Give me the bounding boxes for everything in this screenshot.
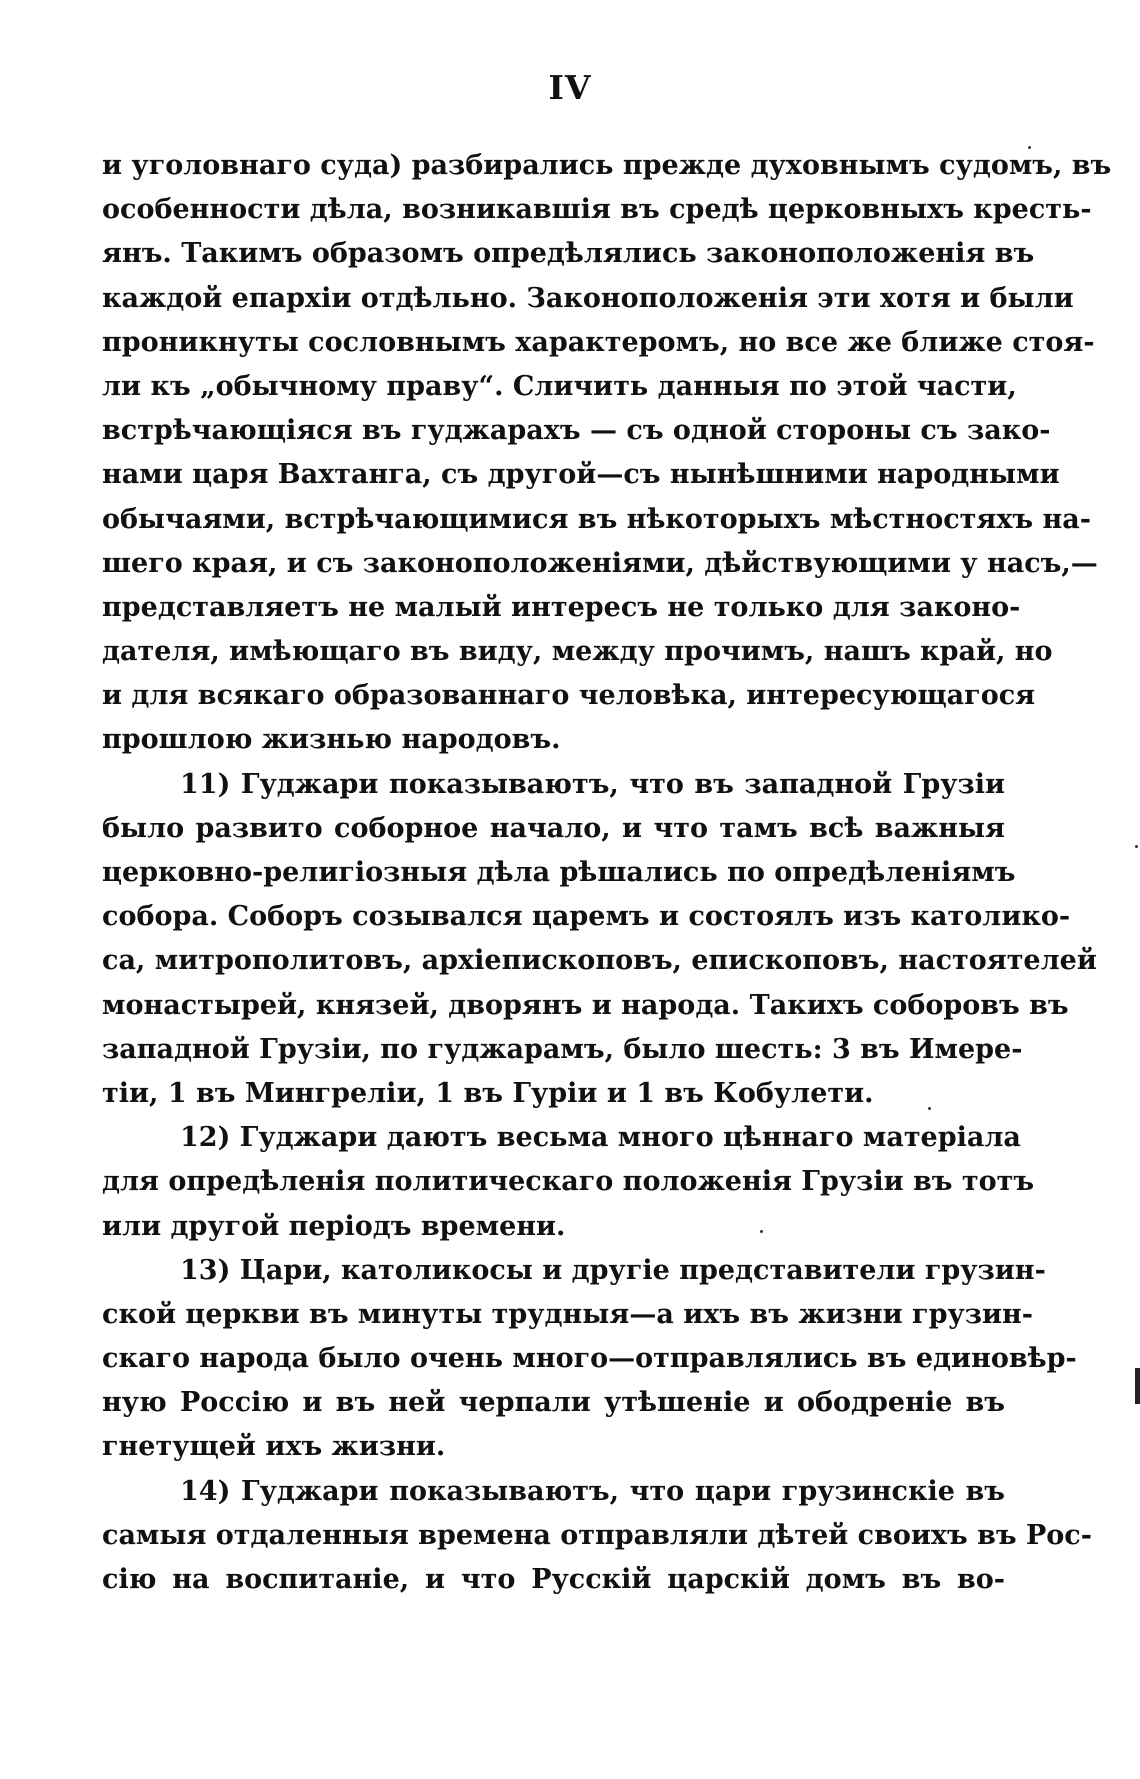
text-line: обычаями, встрѣчающимися въ нѣкоторыхъ мѣстностяхъ на- (102, 503, 1091, 535)
paragraph-11 (102, 763, 1097, 1117)
text-line: са, митрополитовъ, архіепископовъ, епископовъ, настоятелей (102, 945, 1097, 977)
paragraph-12 (102, 1116, 1035, 1249)
text-line: для опредѣленія политическаго положенія Грузіи въ тотъ (102, 1166, 1035, 1198)
text-line: церковно-религіозныя дѣла рѣшались по опредѣленіямъ (102, 857, 1016, 888)
page-number: IV (548, 68, 592, 107)
text-line: 12) Гуджари даютъ весьма много цѣннаго матеріала (180, 1122, 1021, 1154)
text-line: монастырей, князей, дворянъ и народа. Такихъ соборовъ въ (102, 989, 1069, 1021)
text-line: западной Грузіи, по гуджарамъ, было шесть: 3 въ Имере- (102, 1033, 1023, 1065)
text-line: собора. Соборъ созывался царемъ и состоялъ изъ католико- (102, 901, 1071, 933)
text-line: ную Россію и въ ней черпали утѣшеніе и ободреніе въ (102, 1387, 1005, 1419)
text-line: особенности дѣла, возникавшія въ средѣ церковныхъ кресть- (102, 194, 1092, 226)
text-line: каждой епархіи отдѣльно. Законоположенія эти хотя и были (102, 282, 1074, 314)
text-line: скаго народа было очень много—отправлялись въ единовѣр- (102, 1343, 1077, 1375)
text-line: и уголовнаго суда) разбирались прежде духовнымъ судомъ, въ (102, 150, 1112, 181)
scan-edge-mark (1135, 1368, 1140, 1404)
text-line: самыя отдаленныя времена отправляли дѣтей своихъ въ Рос- (102, 1519, 1092, 1551)
text-line: гнетущей ихъ жизни. (102, 1431, 446, 1463)
scan-speck (1028, 146, 1031, 149)
scan-speck (928, 1107, 931, 1110)
text-line: представляетъ не малый интересъ не только для законо- (102, 591, 1021, 623)
text-line: встрѣчающіяся въ гуджарахъ — съ одной стороны съ зако- (102, 415, 1051, 447)
paragraph-13 (102, 1249, 1077, 1470)
text-line: проникнуты сословнымъ характеромъ, но все же ближе стоя- (102, 326, 1095, 358)
text-line: ли къ „обычному праву“. Сличить данныя по этой части, (102, 370, 1017, 402)
paragraph-1 (102, 144, 1112, 763)
text-line: и для всякаго образованнаго человѣка, интересующагося (102, 680, 1036, 712)
scan-speck (760, 1230, 763, 1233)
paragraph-14 (102, 1470, 1092, 1603)
text-line: сію на воспитаніе, и что Русскій царскій домъ въ во- (102, 1564, 1005, 1595)
text-line: шего края, и съ законоположеніями, дѣйствующими у насъ,— (102, 547, 1098, 579)
body-text (102, 144, 1112, 1602)
text-line: тіи, 1 въ Мингреліи, 1 въ Гуріи и 1 въ Кобулети. (102, 1077, 874, 1109)
text-line: было развито соборное начало, и что тамъ всѣ важныя (102, 812, 1005, 844)
text-line: нами царя Вахтанга, съ другой—съ нынѣшними народными (102, 459, 1060, 491)
text-line: или другой періодъ времени. (102, 1210, 566, 1242)
text-line: 13) Цари, католикосы и другіе представители грузин- (180, 1254, 1046, 1286)
text-line: дателя, имѣющаго въ виду, между прочимъ, нашъ край, но (102, 636, 1053, 668)
text-line: прошлою жизнью народовъ. (102, 724, 561, 756)
scan-speck (1135, 845, 1138, 848)
text-line: 11) Гуджари показываютъ, что въ западной Грузіи (180, 768, 1005, 800)
text-line: 14) Гуджари показываютъ, что цари грузинскіе въ (180, 1475, 1005, 1507)
text-line: ской церкви въ минуты трудныя—а ихъ въ жизни грузин- (102, 1298, 1033, 1330)
text-line: янъ. Такимъ образомъ опредѣлялись законоположенія въ (102, 238, 1035, 270)
